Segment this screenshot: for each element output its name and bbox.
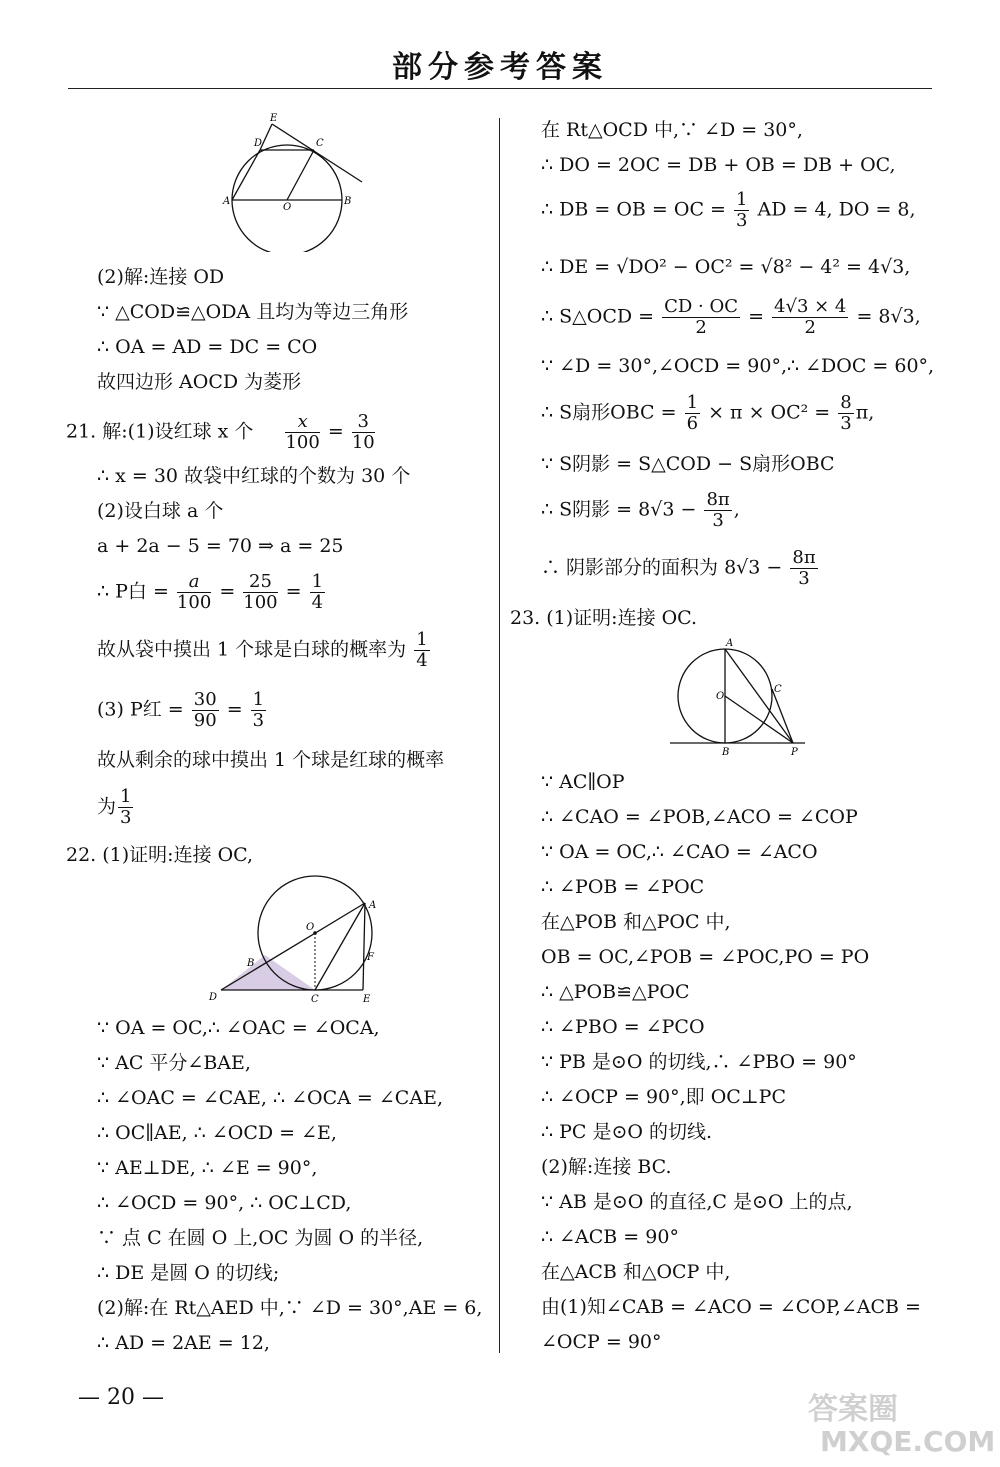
text-line: 在 Rt△OCD 中,∵ ∠D = 30°,	[541, 119, 803, 141]
text-segment: (3) P红 =	[97, 698, 184, 721]
figure-circle-tangent-p	[665, 636, 810, 758]
text-line: a + 2a − 5 = 70 ⇒ a = 25	[97, 535, 344, 557]
text-segment: 故从袋中摸出 1 个球是白球的概率为	[97, 638, 407, 661]
fig3-label: A	[369, 900, 377, 911]
text-line: ∴ AD = 2AE = 12,	[97, 1332, 270, 1354]
text-line: ∴ ∠ACB = 90°	[541, 1226, 679, 1248]
shaded-area-conclusion	[541, 548, 820, 589]
probability-red-line: (3) P红 = $\frac{30}{90}$ = $\frac{1}{3}$	[97, 689, 265, 731]
text-line: ∠OCP = 90°	[541, 1331, 662, 1353]
text-line: ∴ △POB≌△POC	[541, 981, 690, 1003]
text-line: 故四边形 AOCD 为菱形	[97, 371, 302, 393]
text-segment: × π × OC² =	[708, 401, 831, 424]
fraction: $\frac{x}{100}$	[285, 411, 320, 453]
text-line: ∴ DE = √DO² − OC² = √8² − 4² = 4√3,	[541, 256, 911, 278]
text-segment: AD = 4, DO = 8,	[757, 198, 916, 221]
fig1-label: D	[254, 138, 263, 149]
fig1-label: O	[283, 202, 292, 213]
problem-21-line: 21. 解:(1)设红球 x 个 $\frac{x}{100}$ = $\frac{3}{10}$	[66, 411, 375, 453]
fig1-label: A	[223, 196, 231, 207]
text-line: OB = OC,∠POB = ∠POC,PO = PO	[541, 946, 870, 968]
text-line: ∵ ∠D = 30°,∠OCD = 90°,∴ ∠DOC = 60°,	[541, 355, 935, 377]
text-line: ∴ x = 30 故袋中红球的个数为 30 个	[97, 465, 411, 487]
fig3-label: E	[363, 994, 371, 1005]
page-title: 部分参考答案	[392, 50, 608, 85]
fig3-label: O	[306, 922, 315, 933]
page-number: — 20 —	[78, 1385, 164, 1410]
text-segment: ∴ S扇形OBC =	[541, 401, 677, 424]
fraction: $\frac{3}{10}$	[351, 411, 375, 453]
fraction: $\frac{1}{4}$	[311, 571, 324, 613]
figure-tangent-circle	[205, 868, 390, 1008]
text-segment: 21. 解:(1)设红球 x 个	[66, 420, 254, 443]
fig3-label: B	[247, 958, 255, 969]
text-segment: π,	[855, 401, 875, 424]
fraction: $\frac{1}{4}$	[416, 629, 428, 671]
text-segment: = 8√3,	[856, 305, 921, 328]
fig2-label: P	[791, 747, 798, 758]
fraction: $\frac{1}{6}$	[686, 392, 699, 434]
fig2-label: C	[774, 684, 782, 695]
text-line: ∴ DE 是圆 O 的切线;	[97, 1262, 280, 1284]
text-line: ∴ ∠OCP = 90°,即 OC⊥PC	[541, 1086, 787, 1108]
sector-area-line	[541, 393, 874, 434]
fraction: $\frac{1}{3}$	[735, 189, 748, 231]
text-line: ∵ △COD≌△ODA 且均为等边三角形	[97, 301, 409, 323]
text-line: ∵ AB 是⊙O 的直径,C 是⊙O 上的点,	[541, 1191, 853, 1213]
fig3-label: C	[311, 994, 319, 1005]
text-line: ∴ ∠POB = ∠POC	[541, 876, 705, 898]
fraction: $\frac{a}{100}$	[176, 571, 212, 613]
fraction: $\frac{8\pi}{3}$	[706, 489, 730, 531]
text-segment: ,	[733, 498, 740, 521]
text-segment: ∴ 阴影部分的面积为 8√3 −	[541, 556, 783, 579]
text-line: 在△POB 和△POC 中,	[541, 911, 731, 933]
probability-white-conclusion	[97, 630, 432, 671]
text-line: ∴ PC 是⊙O 的切线.	[541, 1121, 713, 1143]
text-line: 在△ACB 和△OCP 中,	[541, 1261, 731, 1283]
text-segment: ∴ P白 =	[97, 580, 169, 603]
text-line: ∵ AC∥OP	[541, 771, 625, 793]
fig2-label: O	[716, 691, 725, 702]
text-segment: ∴ DB = OB = OC =	[541, 198, 726, 221]
fraction: $\frac{30}{90}$	[193, 689, 217, 731]
text-line: (2)解:连接 BC.	[541, 1156, 672, 1178]
fraction: $\frac{1}{3}$	[252, 689, 265, 731]
area-triangle-line: ∴ S△OCD = $\frac{CD \cdot OC}{2}$ = $\frac{4√3 \times 4}{2}$ = 8√3,	[541, 296, 921, 338]
text-line: ∴ ∠OCD = 90°, ∴ OC⊥CD,	[97, 1192, 352, 1214]
fig1-label: B	[344, 196, 352, 207]
shaded-area-line	[541, 490, 740, 531]
text-line: ∵ OA = OC,∴ ∠OAC = ∠OCA,	[97, 1017, 380, 1039]
text-line: (2)解:连接 OD	[97, 266, 225, 288]
watermark-url: MXQE.COM	[820, 1425, 996, 1458]
text-segment: ∴ S阴影 = 8√3 −	[541, 498, 697, 521]
fraction: $\frac{CD \cdot OC}{2}$	[664, 296, 739, 338]
text-line: ∵ AC 平分∠BAE,	[97, 1052, 251, 1074]
fig2-label: A	[726, 638, 734, 649]
fraction: $\frac{8\pi}{3}$	[792, 547, 816, 589]
text-line: ∵ S阴影 = S△COD − S扇形OBC	[541, 453, 835, 475]
equation-line	[541, 190, 916, 231]
text-segment: 为	[97, 795, 117, 818]
probability-red-conclusion	[97, 787, 135, 828]
fig1-label: E	[270, 113, 278, 124]
fig3-label: F	[367, 952, 374, 963]
watermark-logo: 答案圈	[808, 1392, 898, 1427]
text-line: ∴ OA = AD = DC = CO	[97, 336, 318, 358]
text-line: 22. (1)证明:连接 OC,	[66, 844, 254, 866]
text-line: ∵ PB 是⊙O 的切线,∴ ∠PBO = 90°	[541, 1051, 857, 1073]
text-line: ∴ ∠OAC = ∠CAE, ∴ ∠OCA = ∠CAE,	[97, 1087, 443, 1109]
fig2-label: B	[722, 747, 730, 758]
text-line: ∴ ∠CAO = ∠POB,∠ACO = ∠COP	[541, 806, 858, 828]
text-line: (2)设白球 a 个	[97, 500, 224, 522]
text-line: ∴ DO = 2OC = DB + OB = DB + OC,	[541, 154, 896, 176]
text-line: ∴ ∠PBO = ∠PCO	[541, 1016, 705, 1038]
fraction: $\frac{1}{3}$	[120, 786, 132, 828]
text-line: 23. (1)证明:连接 OC.	[510, 607, 698, 629]
fig1-label: C	[316, 138, 324, 149]
text-line: 由(1)知∠CAB = ∠ACO = ∠COP,∠ACB =	[541, 1296, 921, 1318]
text-line: ∵ OA = OC,∴ ∠CAO = ∠ACO	[541, 841, 818, 863]
figure-circle-rhombus	[220, 112, 370, 252]
fraction: $\frac{4√3 \times 4}{2}$	[774, 296, 847, 338]
fraction: $\frac{8}{3}$	[840, 392, 852, 434]
text-line: ∴ OC∥AE, ∴ ∠OCD = ∠E,	[97, 1122, 337, 1144]
fig3-label: D	[209, 992, 218, 1003]
text-segment: ∴ S△OCD =	[541, 305, 655, 328]
text-line: ∵ AE⊥DE, ∴ ∠E = 90°,	[97, 1157, 318, 1179]
fraction: $\frac{25}{100}$	[243, 571, 278, 613]
text-line: 故从剩余的球中摸出 1 个球是红球的概率	[97, 749, 445, 771]
header-rule	[68, 88, 932, 89]
text-line: ∵ 点 C 在圆 O 上,OC 为圆 O 的半径,	[97, 1227, 424, 1249]
probability-white-line: ∴ P白 = $\frac{a}{100}$ = $\frac{25}{100}$ = $\frac{1}{4}$	[97, 571, 324, 613]
column-divider	[499, 118, 500, 1353]
text-line: (2)解:在 Rt△AED 中,∵ ∠D = 30°,AE = 6,	[97, 1297, 483, 1319]
